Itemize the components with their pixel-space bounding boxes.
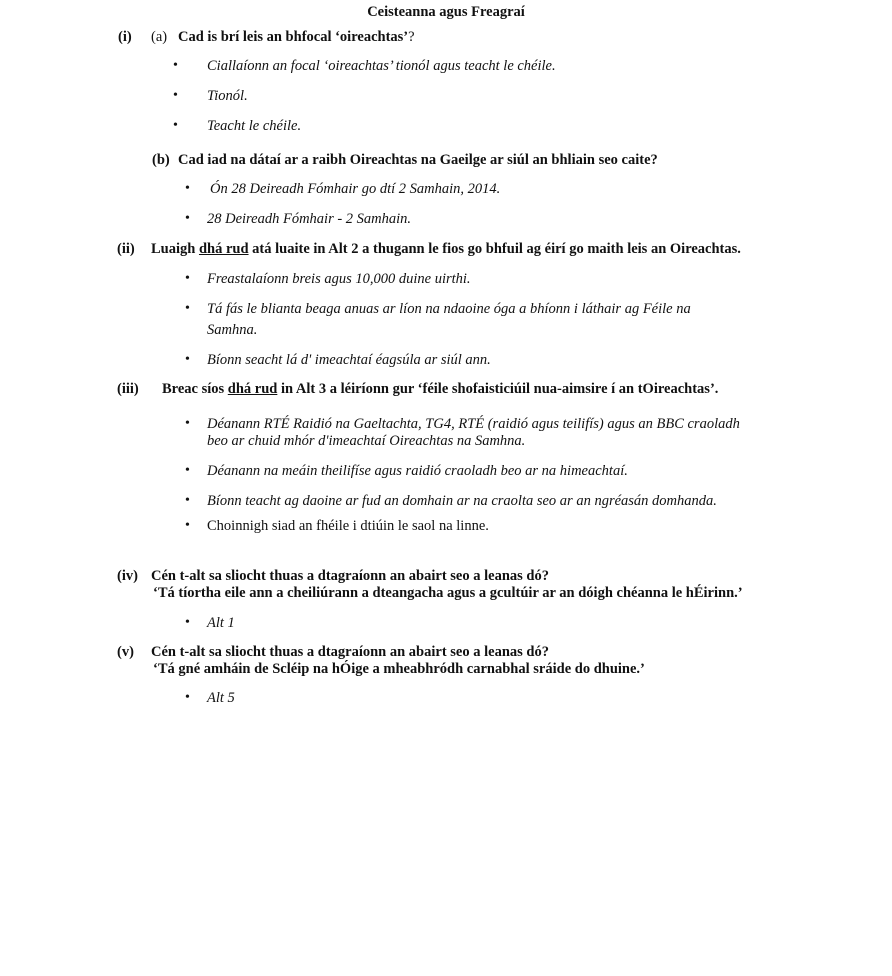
answer-iii-4: Choinnigh siad an fhéile i dtiúin le saol na linne. [207,518,489,534]
question-iv-number: (iv) [117,568,138,584]
question-iv-quote: ‘Tá tíortha eile ann a cheiliúrann a dteangacha agus a gcultúir ar an dóigh chéanna le hÉirinn.’ [153,585,743,601]
question-iii-pre: Breac síos [162,381,228,397]
question-i-a-label: (a) [151,29,168,45]
question-iii-underlined: dhá rud [227,381,278,397]
question-iii-number: (iii) [117,381,139,397]
answer-iii-2: Déanann na meáin theilifíse agus raidió craoladh beo ar na himeachtaí. [207,463,628,479]
question-v-text: Cén t-alt sa sliocht thuas a dtagraíonn an abairt seo a leanas dó? [151,644,549,660]
question-iv-text: Cén t-alt sa sliocht thuas a dtagraíonn an abairt seo a leanas dó? [151,568,549,584]
bullet-icon: • [173,58,178,73]
answer-i-b-2: 28 Deireadh Fómhair - 2 Samhain. [207,211,412,227]
question-v-quote: ‘Tá gné amháin de Scléip na hÓige a mheabhródh carnabhal sráide do dhuine.’ [153,661,645,677]
question-iii-text [162,381,718,398]
bullet-icon: • [185,463,190,478]
answer-i-b-1: Ón 28 Deireadh Fómhair go dtí 2 Samhain, 2014. [210,181,501,197]
answer-ii-2: Tá fás le blianta beaga anuas ar líon na ndaoine óga a bhíonn i láthair ag Féile na [207,301,691,317]
question-ii-pre: Luaigh [151,241,199,257]
bullet-icon: • [185,211,190,226]
bullet-icon: • [185,352,190,367]
question-i-b-text: Cad iad na dátaí ar a raibh Oireachtas na Gaeilge ar siúl an bhliain seo caite? [178,152,658,168]
question-i-a-text [178,29,415,46]
page-title: Ceisteanna agus Freagraí [367,4,525,20]
answer-ii-1: Freastalaíonn breis agus 10,000 duine uirthi. [207,271,471,287]
bullet-icon: • [185,518,190,533]
question-i-b-label: (b) [152,152,170,168]
question-ii-post: atá luaite in Alt 2 a thugann le fios go bhfuil ag éirí go maith leis an Oireachtas. [248,241,741,257]
answer-ii-3: Bíonn seacht lá d' imeachtaí éagsúla ar siúl ann. [207,352,491,368]
answer-iii-1-cont: beo ar chuid mhór d'imeachtaí Oireachtas na Samhna. [207,433,526,449]
bullet-icon: • [185,493,190,508]
bullet-icon: • [185,181,190,196]
answer-i-a-3: Teacht le chéile. [207,118,302,134]
answer-v: Alt 5 [207,690,235,706]
answer-iii-1: Déanann RTÉ Raidió na Gaeltachta, TG4, RTÉ (raidió agus teilifís) agus an BBC craoladh [207,416,740,432]
bullet-icon: • [173,118,178,133]
question-ii-number: (ii) [117,241,135,257]
question-ii-text [151,241,741,258]
bullet-icon: • [185,416,190,431]
bullet-icon: • [185,271,190,286]
answer-i-a-1: Ciallaíonn an focal ‘oireachtas’ tionól agus teacht le chéile. [207,58,556,74]
answer-iv: Alt 1 [207,615,235,631]
question-i-a-mark: ? [408,29,415,45]
bullet-icon: • [173,88,178,103]
bullet-icon: • [185,690,190,705]
question-iii-post: in Alt 3 a léiríonn gur ‘féile shofaisticiúil nua-aimsire í an tOireachtas’. [277,381,719,397]
question-ii-underlined: dhá rud [198,241,249,257]
question-i-a-prompt: Cad is brí leis an bhfocal ‘oireachtas’ [178,29,409,45]
answer-iii-3: Bíonn teacht ag daoine ar fud an domhain ar na craolta seo ar an ngréasán domhanda. [207,493,717,509]
bullet-icon: • [185,301,190,316]
question-i-number: (i) [118,29,132,45]
answer-i-a-2: Tionól. [207,88,248,104]
bullet-icon: • [185,615,190,630]
question-v-number: (v) [117,644,134,660]
answer-ii-2-cont: Samhna. [207,322,258,338]
